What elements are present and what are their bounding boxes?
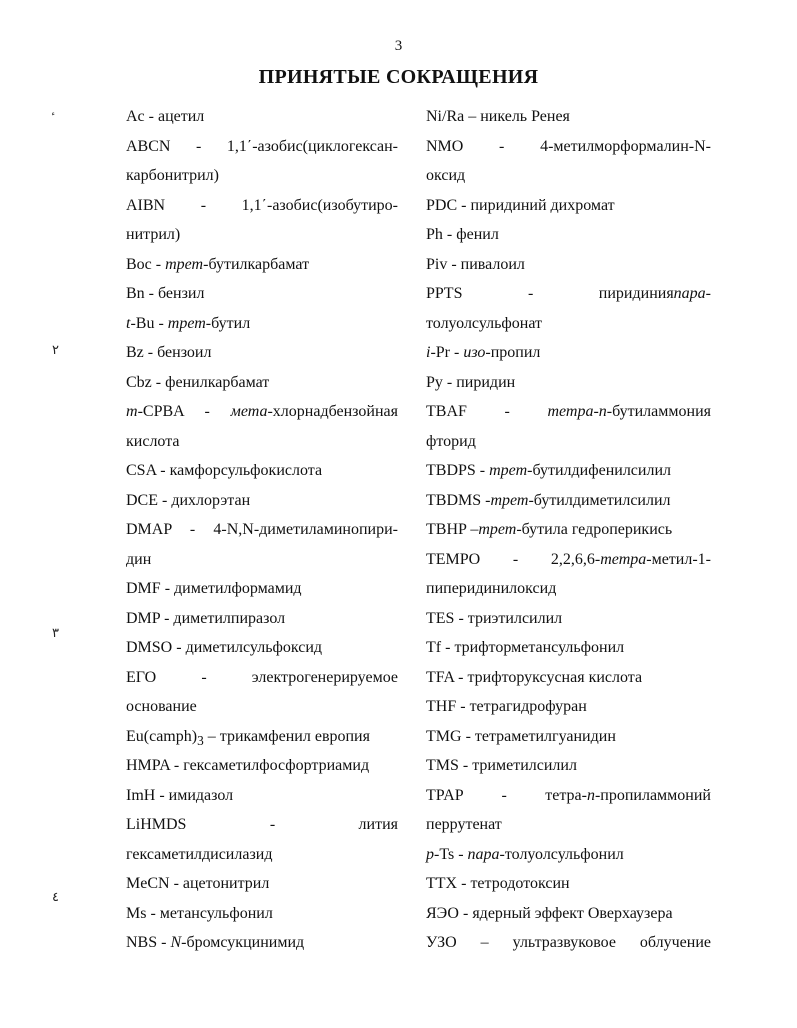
abbreviation-row — [426, 309, 711, 339]
abbr-text: диметилсульфоксид — [185, 639, 323, 656]
abbr-text: карбонитрил) — [126, 167, 219, 184]
abbr-sep: - — [454, 845, 468, 863]
abbr-text: 4-метилморформалин-N- — [540, 137, 711, 155]
abbr-abbr: ЯЭО — [426, 904, 459, 922]
abbr-abbr: DMSO — [126, 639, 173, 656]
abbr-text: перрутенат — [426, 816, 502, 833]
abbr-sep: - — [143, 344, 158, 361]
abbr-text: -пропиламмоний — [594, 786, 711, 804]
abbr-abbr: TMS — [426, 757, 459, 774]
abbreviation-row — [126, 692, 398, 722]
abbr-it: трет — [489, 462, 528, 479]
abbreviation-row — [126, 810, 398, 840]
abbr-it: трет — [167, 314, 206, 332]
abbr-sep: - — [183, 403, 231, 420]
abbr-abbr: Ac — [126, 108, 145, 125]
abbr-it: тетра-n — [547, 403, 607, 420]
abbr-sep: - — [456, 698, 470, 715]
abbreviation-row — [426, 545, 711, 575]
abbr-abbr: ЕГО — [126, 668, 157, 686]
abbreviation-row — [426, 427, 711, 457]
abbr-sep: - — [172, 639, 186, 656]
abbr-pre-it: p — [426, 845, 434, 863]
abbr-abbr: -Pr — [430, 344, 451, 361]
abbr-it: n — [586, 786, 595, 804]
abbr-abbr: TFA — [426, 668, 455, 686]
abbr-sep: - — [463, 786, 546, 804]
abbr-sep: - — [156, 462, 170, 479]
abbr-abbr: PPTS — [426, 285, 463, 302]
abbr-text: трифторуксусная кислота — [467, 668, 643, 686]
abbr-text: ацетонитрил — [182, 875, 270, 892]
abbr-text: тетрагидрофуран — [469, 698, 587, 715]
abbreviation-row — [426, 751, 711, 781]
abbr-text: -бутиламмония — [606, 403, 711, 420]
abbreviation-row — [126, 368, 398, 398]
abbreviation-row — [126, 427, 398, 457]
abbr-abbr: TEMPO — [426, 550, 481, 568]
abbr-abbr: Bz — [126, 344, 144, 361]
abbr-abbr: DMP — [126, 609, 161, 627]
abbr-text: диметилформамид — [174, 580, 302, 597]
margin-mark: ٤ — [52, 890, 59, 905]
abbr-abbr: TBHP — [426, 521, 467, 538]
abbr-sep: - — [151, 255, 166, 273]
abbr-abbr: -Bu — [130, 314, 155, 332]
page-number: 3 — [394, 38, 403, 54]
abbr-sep: - — [461, 727, 475, 745]
abbr-text: дихлорэтан — [171, 491, 251, 509]
abbr-sep: - — [157, 934, 171, 951]
abbr-text: нитрил) — [126, 226, 181, 243]
abbr-abbr: THF — [426, 698, 457, 715]
abbreviation-row — [426, 191, 711, 221]
abbreviation-row — [426, 279, 711, 309]
abbreviation-row — [426, 869, 711, 899]
abbreviation-row — [126, 899, 398, 929]
abbreviation-row — [426, 338, 711, 368]
abbr-abbr: УЗО — [426, 934, 457, 951]
abbreviation-row — [426, 899, 711, 929]
abbr-text: 1,1΄-азобис(изобутиро- — [241, 196, 398, 214]
abbreviation-row — [426, 604, 711, 634]
abbr-abbr: Ms — [126, 904, 147, 922]
abbr-sep: – — [456, 934, 513, 951]
abbreviation-row — [426, 840, 711, 870]
abbr-text: -бутила гедроперикись — [516, 521, 673, 538]
abbr-text: имидазол — [168, 786, 234, 804]
abbreviation-row — [426, 102, 711, 132]
abbr-sep: - — [458, 904, 473, 922]
abbr-sep: – — [464, 108, 481, 125]
abbr-sep: - — [481, 491, 491, 509]
abbr-abbr: HMPA — [126, 757, 170, 774]
abbr-sep: - — [447, 255, 461, 273]
margin-mark: ٢ — [52, 343, 59, 358]
abbr-text: кислота — [126, 432, 180, 450]
abbreviation-row — [126, 456, 398, 486]
abbr-pre-it: t — [126, 314, 131, 332]
abbr-text: пиридин — [456, 373, 516, 391]
abbreviation-row — [426, 486, 711, 516]
abbr-abbr: ImH — [126, 786, 156, 804]
abbr-abbr: MeCN — [126, 875, 170, 892]
abbr-sep: - — [151, 373, 166, 391]
abbr-sep: - — [158, 491, 172, 509]
abbr-sep: - — [154, 314, 168, 332]
abbr-pre: тетра- — [545, 786, 587, 804]
abbr-sep: - — [146, 904, 160, 922]
abbreviation-row — [126, 545, 398, 575]
abbreviation-row — [126, 515, 398, 545]
abbr-sep: - — [170, 137, 227, 155]
abbr-text: пиперидинилоксид — [426, 580, 557, 597]
abbr-text: -бутилдифенилсилил — [527, 462, 671, 479]
abbr-abbr: -Ts — [434, 845, 455, 863]
abbr-text: тетродотоксин — [470, 875, 570, 892]
abbr-pre-it: m — [126, 403, 138, 420]
abbr-text: -толуолсульфонил — [499, 845, 624, 863]
abbr-it: тетра — [600, 550, 647, 568]
abbr-text: тетраметилгуанидин — [474, 727, 616, 745]
abbr-abbr: ABCN — [126, 137, 171, 155]
abbr-text: -бутилдиметилсилил — [528, 491, 671, 509]
abbr-sep: - — [186, 816, 359, 833]
abbreviation-row — [426, 250, 711, 280]
abbr-it: пара- — [673, 285, 711, 302]
abbreviation-row — [426, 132, 711, 162]
abbreviation-row — [426, 368, 711, 398]
abbr-text: фторид — [426, 432, 476, 450]
abbr-abbr: Bn — [126, 285, 145, 302]
abbr-text: метансульфонил — [159, 904, 273, 922]
abbr-sep: - — [155, 786, 169, 804]
abbr-sep: - — [442, 226, 457, 243]
abbr-abbr: Ni/Ra — [426, 108, 465, 125]
abbr-text: триэтилсилил — [467, 609, 563, 627]
abbr-sep: - — [457, 196, 471, 214]
abbr-sep: - — [156, 668, 252, 686]
abbr-it: трет — [478, 521, 517, 538]
abbreviation-row — [126, 486, 398, 516]
abbr-abbr: DMF — [126, 580, 161, 597]
abbreviation-row — [426, 928, 711, 958]
abbr-text: -метил-1- — [646, 550, 711, 568]
abbr-sep: - — [480, 550, 551, 568]
abbr-it: трет — [490, 491, 529, 509]
abbr-text: ацетил — [157, 108, 205, 125]
abbreviation-row — [426, 781, 711, 811]
abbreviation-row — [426, 692, 711, 722]
abbr-text: никель Ренея — [480, 108, 570, 125]
abbreviation-row — [126, 102, 398, 132]
abbr-sep: - — [144, 285, 158, 302]
abbr-it: трет — [165, 255, 204, 273]
abbreviation-row — [126, 279, 398, 309]
abbr-abbr: CSA — [126, 462, 157, 479]
abbreviation-row — [126, 191, 398, 221]
abbreviation-row — [126, 161, 398, 191]
abbr-text: пиридиний дихромат — [470, 196, 615, 214]
abbr-sep: - — [165, 196, 242, 214]
abbreviation-row — [426, 633, 711, 663]
abbr-sep: - — [441, 639, 455, 656]
abbreviation-row — [126, 309, 398, 339]
abbr-abbr: TMG — [426, 727, 462, 745]
abbr-sep: - — [475, 462, 490, 479]
abbr-abbr: NBS — [126, 934, 158, 951]
abbr-it: изо — [463, 344, 486, 361]
abbr-sub: 3 — [197, 732, 204, 748]
abbr-text: дин — [126, 550, 152, 568]
abbr-abbr: TBAF — [426, 403, 467, 420]
abbr-text: лития — [358, 816, 398, 833]
abbreviation-row — [426, 663, 711, 693]
abbr-abbr: Cbz — [126, 373, 152, 391]
abbr-text: -пропил — [485, 344, 541, 361]
abbr-abbr: Tf — [426, 639, 442, 656]
abbr-sep: - — [171, 521, 214, 538]
abbr-text: пиридиния — [598, 285, 674, 302]
abbr-text: ультразвуковое облучение — [512, 934, 712, 951]
abbreviation-row — [426, 456, 711, 486]
abbr-text: 1,1΄-азобис(циклогексан- — [226, 137, 398, 155]
abbr-text: фенил — [456, 226, 499, 243]
abbr-abbr: PDC — [426, 196, 458, 214]
margin-mark: ٣ — [52, 626, 59, 641]
abbreviation-row — [126, 663, 398, 693]
abbr-abbr: TPAP — [426, 786, 464, 804]
abbr-it: пара — [467, 845, 500, 863]
abbreviation-row — [426, 220, 711, 250]
abbr-abbr: DCE — [126, 491, 158, 509]
abbr-sep: - — [169, 875, 183, 892]
abbreviation-row — [126, 250, 398, 280]
abbreviation-row — [126, 574, 398, 604]
abbreviation-row — [126, 840, 398, 870]
abbr-text: диметилпиразол — [173, 609, 286, 627]
abbr-abbr: TBDMS — [426, 491, 482, 509]
abbr-sep: - — [160, 580, 175, 597]
abbr-sep: - — [454, 668, 468, 686]
abbreviation-row — [126, 604, 398, 634]
abbreviation-row — [426, 515, 711, 545]
abbr-text: камфорсульфокислота — [169, 462, 323, 479]
abbr-text: бензил — [158, 285, 205, 302]
abbr-abbr: Ph — [426, 226, 443, 243]
abbr-abbr: Piv — [426, 255, 448, 273]
abbr-sep: - — [458, 757, 473, 774]
abbreviation-row — [126, 751, 398, 781]
abbr-abbr: TTX — [426, 875, 458, 892]
abbr-text: толуолсульфонат — [426, 314, 543, 332]
abbr-text: -бутилкарбамат — [203, 255, 310, 273]
abbreviation-column-left — [126, 102, 398, 958]
abbr-sep: - — [144, 108, 158, 125]
abbr-sep: - — [169, 757, 184, 774]
abbr-abbr: Boc — [126, 255, 152, 273]
abbr-text: гексаметилфосфортриамид — [183, 757, 370, 774]
abbr-abbr: DMAP — [126, 521, 172, 538]
abbr-text: гексаметилдисилазид — [126, 845, 273, 863]
abbr-text: -бутил — [205, 314, 251, 332]
abbr-sep: - — [457, 875, 471, 892]
abbr-text: трикамфенил европия — [219, 727, 370, 745]
abbreviation-row — [426, 810, 711, 840]
abbreviation-row — [126, 722, 398, 752]
abbreviation-row — [426, 161, 711, 191]
abbr-sep: – — [466, 521, 479, 538]
abbr-abbr: Eu(camph) — [126, 727, 198, 745]
abbr-text: электрогенерируемое — [251, 668, 398, 686]
abbr-text: бензоил — [157, 344, 212, 361]
abbr-abbr: LiHMDS — [126, 816, 187, 833]
abbr-sep: - — [463, 137, 541, 155]
abbreviation-row — [126, 781, 398, 811]
abbr-text: триметилсилил — [472, 757, 577, 774]
abbr-pre-it: i — [426, 344, 431, 361]
abbr-text: трифторметансульфонил — [454, 639, 625, 656]
abbreviation-row — [126, 928, 398, 958]
abbr-sep: - — [450, 344, 464, 361]
abbr-text: основание — [126, 698, 197, 715]
abbreviation-column-right — [426, 102, 711, 958]
abbr-abbr: -CPBA — [137, 403, 184, 420]
abbr-pre: 2,2,6,6- — [550, 550, 601, 568]
abbreviation-row — [426, 722, 711, 752]
abbr-abbr: TES — [426, 609, 455, 627]
abbr-abbr: Py — [426, 373, 443, 391]
abbr-sep: - — [454, 609, 468, 627]
abbr-text: фенилкарбамат — [165, 373, 270, 391]
abbreviation-row — [126, 397, 398, 427]
abbr-abbr: TBDPS — [426, 462, 476, 479]
abbreviation-row — [126, 220, 398, 250]
abbr-sep: – — [203, 727, 220, 745]
abbr-sep: - — [442, 373, 457, 391]
abbreviation-row — [126, 132, 398, 162]
abbr-sep: - — [160, 609, 174, 627]
abbr-it: мета — [230, 403, 268, 420]
abbr-text: -бромсукцинимид — [181, 934, 305, 951]
abbreviation-row — [426, 397, 711, 427]
abbr-text: -хлорнадбензойная — [267, 403, 398, 420]
abbreviation-row — [126, 633, 398, 663]
abbr-sep: - — [462, 285, 599, 302]
abbr-text: оксид — [426, 167, 466, 184]
abbr-it: N — [170, 934, 182, 951]
abbreviation-row — [126, 869, 398, 899]
page-title: ПРИНЯТЫЕ СОКРАЩЕНИЯ — [258, 66, 539, 88]
abbreviation-row — [126, 338, 398, 368]
abbr-text: пивалоил — [460, 255, 525, 273]
abbr-text: 4-N,N-диметиламинопири- — [213, 521, 398, 538]
abbr-abbr: AIBN — [126, 196, 166, 214]
abbr-sep: - — [466, 403, 548, 420]
abbreviation-row — [426, 574, 711, 604]
abbr-text: ядерный эффект Оверхаузера — [472, 904, 673, 922]
abbr-abbr: NMO — [426, 137, 464, 155]
